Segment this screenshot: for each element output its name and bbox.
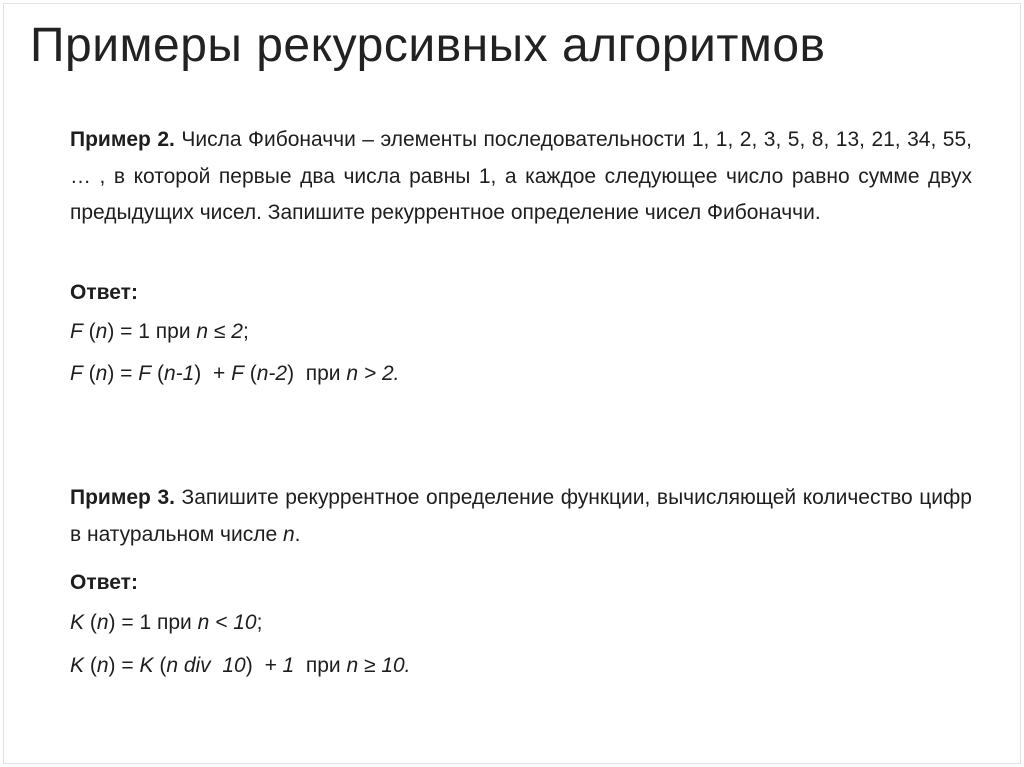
formula-var: n [95, 362, 108, 385]
formula-fn: F [231, 362, 244, 385]
formula-text: ) = [107, 362, 139, 385]
formula-condition: n > 2. [346, 362, 400, 385]
answer-2-label: Ответ: [70, 281, 138, 304]
digit-count-base-formula [70, 611, 262, 635]
formula-condition: n ≤ 2 [196, 320, 243, 343]
formula-text: при [294, 654, 347, 677]
formula-condition: n ≥ 10. [346, 654, 411, 677]
formula-text: ) = [108, 654, 140, 677]
formula-text: ) при [287, 362, 347, 385]
formula-text: ( [153, 654, 167, 677]
formula-fn: F [70, 362, 83, 385]
formula-text: ( [82, 320, 96, 343]
formula-text: ( [82, 362, 96, 385]
example-2-label: Пример 2. [70, 128, 175, 151]
formula-arg: n div 10 [166, 654, 246, 677]
formula-fn: K [139, 654, 154, 677]
formula-text: ) = 1 при [107, 320, 197, 343]
formula-text: ) + [194, 362, 232, 385]
formula-text: ) = 1 при [108, 611, 198, 634]
formula-text: ( [84, 654, 97, 677]
formula-condition: n < 10 [197, 611, 257, 634]
example-3-var: n [282, 522, 295, 546]
formula-var: n [96, 611, 109, 634]
formula-fn: F [138, 362, 152, 385]
formula-arg: n-2 [256, 362, 288, 385]
formula-text: ( [84, 611, 97, 634]
formula-fn: F [70, 320, 83, 343]
formula-fn: K [70, 611, 85, 634]
example-3-text-end: . [294, 522, 301, 546]
formula-text: ( [151, 362, 164, 385]
formula-text: ; [242, 320, 249, 343]
formula-text: ( [243, 362, 257, 385]
example-3-label: Пример 3. [70, 486, 175, 509]
formula-text: ) [245, 654, 265, 677]
formula-fn: K [70, 654, 85, 677]
formula-var: n [95, 320, 108, 343]
fibonacci-recursive-formula [70, 362, 400, 386]
example-3-paragraph [70, 480, 972, 553]
formula-text: ; [256, 611, 263, 634]
example-2-paragraph [70, 122, 972, 232]
formula-arg: n-1 [163, 362, 195, 385]
answer-3-label: Ответ: [70, 571, 138, 594]
fibonacci-base-formula [70, 320, 249, 344]
formula-var: n [96, 654, 109, 677]
slide-title: Примеры рекурсивных алгоритмов [30, 19, 826, 72]
example-2-text: Числа Фибоначчи – элементы последовательности 1, 1, 2, 3, 5, 8, 13, 21, 34, 55, … , в которой первые два числа равны 1, а каждое следующее число равно сумме двух предыдущих чисел. Запишите рекуррентное определение чисел Фибоначчи. [70, 128, 972, 224]
digit-count-recursive-formula [70, 654, 411, 678]
formula-term: + 1 [264, 654, 295, 677]
example-3-text: Запишите рекуррентное определение функции, вычисляющей количество цифр в натуральном числе [70, 486, 972, 546]
